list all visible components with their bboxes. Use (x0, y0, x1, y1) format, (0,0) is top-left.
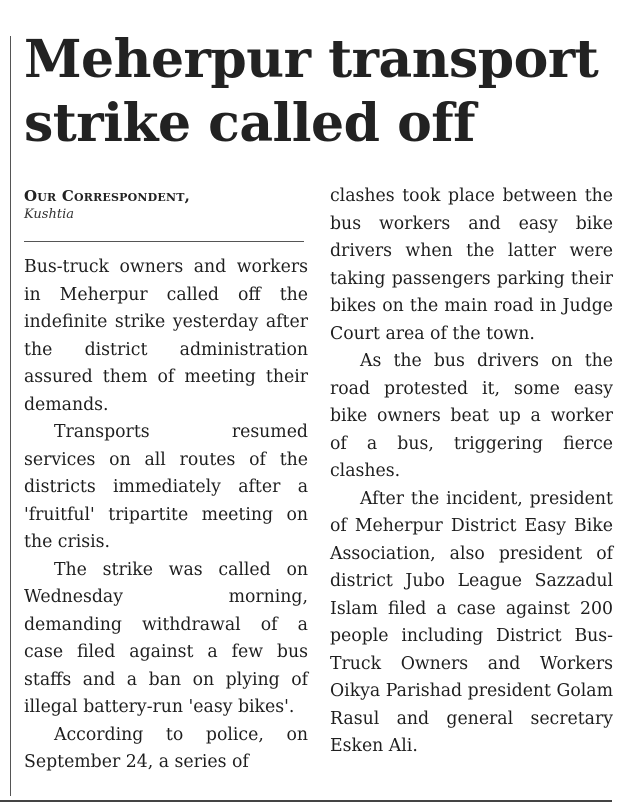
article-column-right (330, 183, 613, 761)
byline-location: Kushtia (24, 207, 74, 222)
article-column-left (24, 254, 308, 777)
byline-divider (24, 241, 304, 242)
paragraph: clashes took place between the bus workers and easy bike drivers when the latter were taking passengers parking their bikes on the main road in Judge Court area of the town. (330, 186, 613, 344)
paragraph: According to police, on September 24, a series of (24, 724, 308, 772)
left-column-rule (10, 36, 11, 796)
paragraph: Transports resumed services on all routes of the districts immediately after a 'fruitful' tripartite meeting on the crisis. (24, 422, 308, 552)
byline (24, 186, 306, 223)
paragraph: After the incident, president of Meherpur District Easy Bike Association, also president of district Jubo League Sazzadul Islam filed a case against 200 people including District Bus-Truck Owners and Workers Oikya Parishad president Golam Rasul and general secretary Esken Ali. (330, 488, 613, 756)
bottom-rule (0, 800, 612, 802)
paragraph: Bus-truck owners and workers in Meherpur called off the indefinite strike yesterday after the district administration assured them of meeting their demands. (24, 257, 308, 415)
paragraph: As the bus drivers on the road protested it, some easy bike owners beat up a worker of a bus, triggering fierce clashes. (330, 351, 613, 481)
byline-author: Our Correspondent, (24, 187, 191, 205)
paragraph: The strike was called on Wednesday morning, demanding withdrawal of a case filed against a few bus staffs and a ban on plying of illegal battery-run 'easy bikes'. (24, 559, 308, 717)
article-headline: Meherpur transport strike called off (24, 29, 599, 154)
